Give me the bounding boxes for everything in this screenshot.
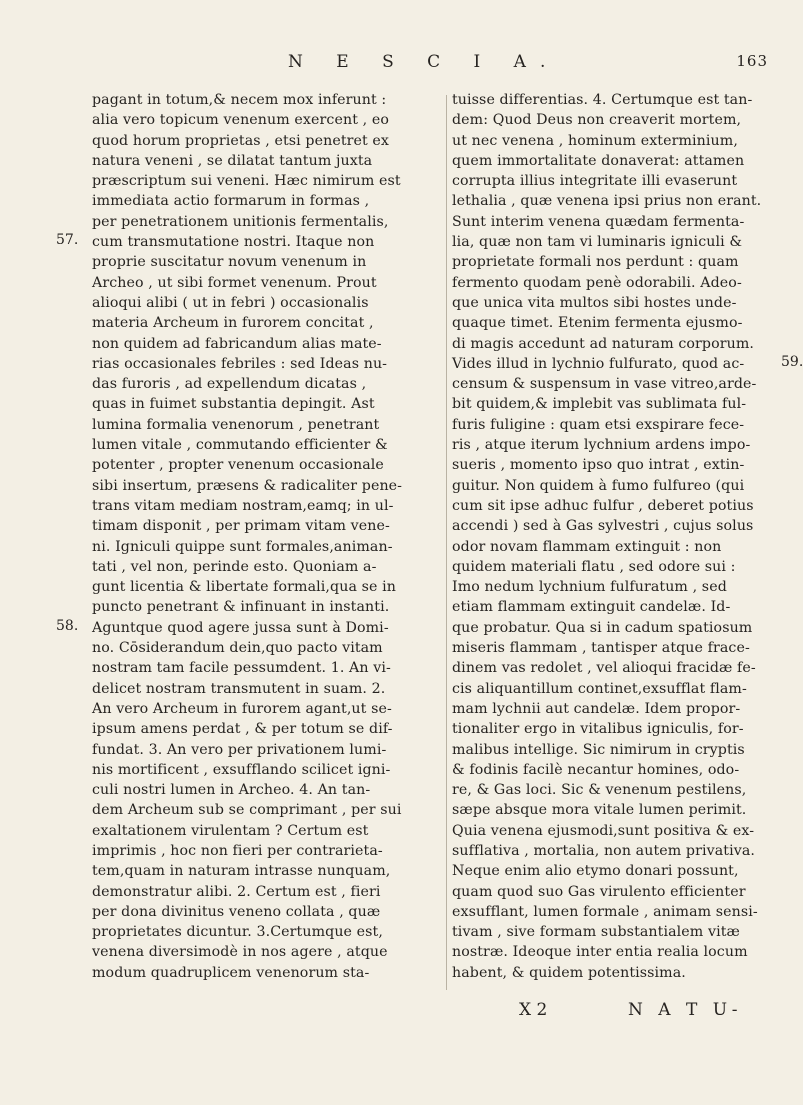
right-text-column bbox=[452, 90, 794, 983]
text-line: fundat. 3. An vero per privationem lumi- bbox=[92, 741, 387, 758]
text-line: gunt licentia & libertate formali,qua se in bbox=[92, 579, 396, 596]
text-line: ris , atque iterum lychnium ardens impo- bbox=[452, 437, 751, 454]
running-header bbox=[288, 52, 768, 82]
text-line: puncto penetrant & infinuant in instanti. bbox=[92, 599, 390, 616]
text-line: proprietates dicuntur. 3.Certumque est, bbox=[92, 924, 383, 941]
page-footer bbox=[0, 1000, 800, 1030]
text-line: bit quidem,& implebit vas sublimata ful- bbox=[452, 396, 747, 413]
left-text-column bbox=[92, 90, 437, 983]
text-line: no. Cōsiderandum dein,quo pacto vitam bbox=[92, 640, 383, 657]
text-line: Neque enim alio etymo donari possunt, bbox=[452, 863, 739, 880]
running-title: N E S C I A. bbox=[288, 52, 560, 72]
text-line: demonstratur alibi. 2. Certum est , fieri bbox=[92, 883, 381, 900]
text-line: quod horum proprietas , etsi penetret ex bbox=[92, 132, 390, 149]
text-line: dinem vas redolet , vel alioqui fracidæ fe- bbox=[452, 660, 756, 677]
margin-section-number: 59. bbox=[781, 354, 803, 370]
page-number: 163 bbox=[736, 52, 768, 70]
text-line: rias occasionales febriles : sed Ideas nu- bbox=[92, 355, 388, 372]
text-line: alioqui alibi ( ut in febri ) occasionalis bbox=[92, 294, 369, 311]
text-line: tuisse differentias. 4. Certumque est tan- bbox=[452, 92, 753, 108]
text-line: quam quod suo Gas virulento efficienter bbox=[452, 883, 746, 900]
text-line: sufflativa , mortalia, non autem privativa. bbox=[452, 842, 756, 859]
text-line: furis fuligine : quam etsi exspirare fece- bbox=[452, 416, 745, 433]
text-line: venena diversimodè in nos agere , atque bbox=[92, 944, 388, 961]
text-line: modum quadruplicem venenorum sta- bbox=[92, 964, 370, 981]
text-line: proprietate formali nos perdunt : quam bbox=[452, 254, 739, 271]
text-line: nostram tam facile pessumdent. 1. An vi- bbox=[92, 660, 391, 677]
text-line: que probatur. Qua si in cadum spatiosum bbox=[452, 619, 753, 636]
text-line: exaltationem virulentam ? Certum est bbox=[92, 822, 369, 839]
text-line: lethalia , quæ venena ipsi prius non erant. bbox=[452, 193, 762, 210]
text-line: exsufflant, lumen formale , animam sensi- bbox=[452, 903, 758, 920]
text-line: dem Archeum sub se comprimant , per sui bbox=[92, 802, 402, 819]
text-line: tati , vel non, perinde esto. Quoniam a- bbox=[92, 558, 377, 575]
signature-mark: X 2 bbox=[519, 1000, 548, 1020]
catchword: N A T U- bbox=[628, 1000, 743, 1020]
text-line: fermento quodam penè odorabili. Adeo- bbox=[452, 274, 742, 291]
text-line: An vero Archeum in furorem agant,ut se- bbox=[92, 700, 392, 717]
text-line: tem,quam in naturam intrasse nunquam, bbox=[92, 863, 391, 880]
text-line: quidem materiali flatu , sed odore sui : bbox=[452, 558, 736, 575]
text-line: imprimis , hoc non fieri per contrarieta- bbox=[92, 842, 383, 859]
text-line: potenter , propter venenum occasionale bbox=[92, 457, 384, 474]
text-line: censum & suspensum in vase vitreo,arde- bbox=[452, 376, 757, 393]
text-line: ut nec venena , hominum exterminium, bbox=[452, 132, 738, 149]
text-line: re, & Gas loci. Sic & venenum pestilens, bbox=[452, 782, 747, 799]
text-line: & fodinis facilè necantur homines, odo- bbox=[452, 761, 740, 778]
text-line: lia, quæ non tam vi luminaris igniculi & bbox=[452, 234, 743, 251]
text-line: lumina formalia venenorum , penetrant bbox=[92, 416, 380, 433]
text-line: alia vero topicum venenum exercent , eo bbox=[92, 112, 389, 129]
text-line: nostræ. Ideoque inter entia realia locum bbox=[452, 944, 748, 961]
text-line: ni. Igniculi quippe sunt formales,animan- bbox=[92, 538, 393, 555]
text-line: natura veneni , se dilatat tantum juxta bbox=[92, 152, 373, 169]
text-line: tionaliter ergo in vitalibus igniculis, for- bbox=[452, 721, 744, 738]
text-line: cis aliquantillum continet,exsufflat flam- bbox=[452, 680, 747, 697]
text-line: sueris , momento ipso quo intrat , extin- bbox=[452, 457, 745, 474]
text-line: Quia venena ejusmodi,sunt positiva & ex- bbox=[452, 822, 755, 839]
text-line: quas in fuimet substantia depingit. Ast bbox=[92, 396, 375, 413]
text-line: præscriptum sui veneni. Hæc nimirum est bbox=[92, 173, 401, 190]
text-line: odor novam flammam extinguit : non bbox=[452, 538, 722, 555]
text-line: malibus intellige. Sic nimirum in cryptis bbox=[452, 741, 745, 758]
text-line: etiam flammam extinguit candelæ. Id- bbox=[452, 599, 731, 616]
text-line: immediata actio formarum in formas , bbox=[92, 193, 370, 210]
text-line: corrupta illius integritate illi evaserunt bbox=[452, 173, 738, 190]
text-line: cum transmutatione nostri. Itaque non bbox=[92, 234, 375, 251]
text-line: guitur. Non quidem à fumo fulfureo (qui bbox=[452, 477, 745, 494]
text-line: sibi insertum, præsens & radicaliter pene- bbox=[92, 477, 403, 494]
text-line: quem immortalitate donaverat: attamen bbox=[452, 152, 745, 169]
text-line: das furoris , ad expellendum dicatas , bbox=[92, 376, 367, 393]
text-line: pagant in totum,& necem mox inferunt : bbox=[92, 92, 387, 108]
text-line: miseris flammam , tantisper atque frace- bbox=[452, 640, 750, 657]
text-line: proprie suscitatur novum venenum in bbox=[92, 254, 367, 271]
text-line: culi nostri lumen in Archeo. 4. An tan- bbox=[92, 782, 371, 799]
margin-section-number: 58. bbox=[56, 618, 79, 634]
text-line: non quidem ad fabricandum alias mate- bbox=[92, 335, 382, 352]
text-line: Sunt interim venena quædam fermenta- bbox=[452, 213, 745, 230]
text-line: di magis accedunt ad naturam corporum. bbox=[452, 335, 755, 352]
text-line: cum sit ipse adhuc fulfur , deberet potius bbox=[452, 497, 754, 514]
text-line: Archeo , ut sibi formet venenum. Prout bbox=[92, 274, 377, 291]
text-line: dem: Quod Deus non creaverit mortem, bbox=[452, 112, 742, 129]
text-line: per dona divinitus veneno collata , quæ bbox=[92, 903, 381, 920]
text-line: ipsum amens perdat , & per totum se dif- bbox=[92, 721, 393, 738]
text-line: que unica vita multos sibi hostes unde- bbox=[452, 294, 737, 311]
text-line: Vides illud in lychnio fulfurato, quod ac- bbox=[452, 355, 745, 372]
text-line: nis mortificent , exsufflando scilicet igni- bbox=[92, 761, 391, 778]
text-line: sæpe absque mora vitale lumen perimit. bbox=[452, 802, 747, 819]
text-line: habent, & quidem potentissima. bbox=[452, 964, 686, 981]
text-line: quaque timet. Etenim fermenta ejusmo- bbox=[452, 315, 743, 332]
text-line: materia Archeum in furorem concitat , bbox=[92, 315, 374, 332]
text-line: tivam , sive formam substantialem vitæ bbox=[452, 924, 740, 941]
text-line: Aguntque quod agere jussa sunt à Domi- bbox=[92, 619, 389, 636]
text-line: trans vitam mediam nostram,eamq; in ul- bbox=[92, 497, 394, 514]
margin-section-number: 57. bbox=[56, 232, 79, 248]
column-divider bbox=[446, 95, 447, 990]
text-line: mam lychnii aut candelæ. Idem propor- bbox=[452, 700, 741, 717]
text-line: lumen vitale , commutando efficienter & bbox=[92, 437, 388, 454]
text-line: Imo nedum lychnium fulfuratum , sed bbox=[452, 579, 727, 596]
text-line: per penetrationem unitionis fermentalis, bbox=[92, 213, 389, 230]
text-line: accendi ) sed à Gas sylvestri , cujus solus bbox=[452, 518, 754, 535]
text-line: timam disponit , per primam vitam vene- bbox=[92, 518, 390, 535]
text-line: delicet nostram transmutent in suam. 2. bbox=[92, 680, 386, 697]
